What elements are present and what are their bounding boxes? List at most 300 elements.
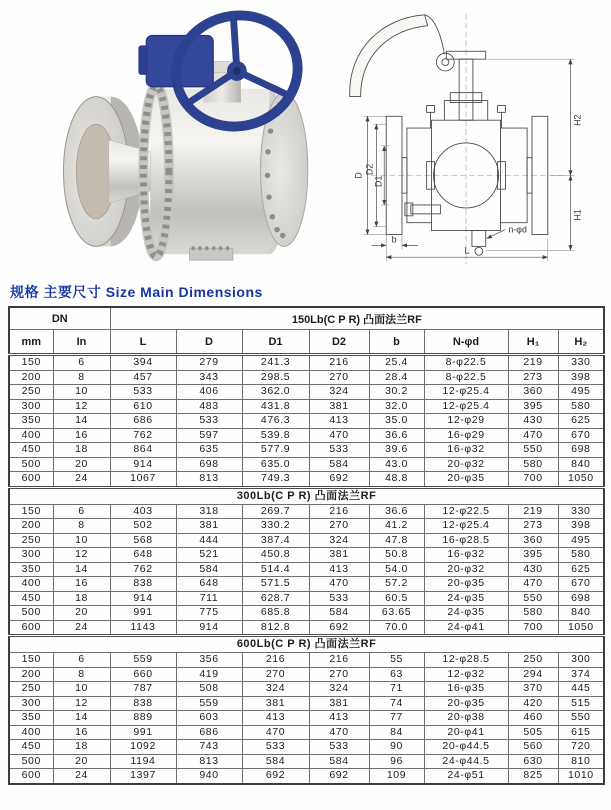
table-cell: 1010: [558, 769, 604, 784]
table-cell: 20-φ35: [424, 696, 508, 711]
table-cell: 41.2: [369, 519, 424, 534]
class-150lb-header: 150Lb(C P R) 凸面法兰RF: [110, 307, 604, 330]
table-cell: 700: [508, 620, 558, 636]
table-cell: 70.0: [369, 620, 424, 636]
table-cell: 370: [508, 682, 558, 697]
table-cell: 96: [369, 754, 424, 769]
table-cell: 20-φ38: [424, 711, 508, 726]
table-cell: 430: [508, 562, 558, 577]
bolt-hole: [270, 214, 276, 220]
table-cell: 698: [558, 443, 604, 458]
table-cell: 615: [558, 725, 604, 740]
valve-dimension-drawing: [326, 2, 609, 270]
table-cell: 10: [53, 385, 110, 400]
table-row: [9, 577, 604, 592]
table-row: [9, 769, 604, 784]
table-cell: 57.2: [369, 577, 424, 592]
table-cell: 600: [9, 620, 53, 636]
table-cell: 6: [53, 653, 110, 668]
dimension-n-phi-d: [487, 225, 527, 239]
table-cell: 48.8: [369, 472, 424, 488]
table-cell: 150: [9, 504, 53, 519]
table-cell: 625: [558, 414, 604, 429]
bolt-hole: [280, 233, 286, 239]
table-cell: 63: [369, 667, 424, 682]
table-cell: 12-φ25.4: [424, 399, 508, 414]
table-cell: 71: [369, 682, 424, 697]
table-cell: 8-φ22.5: [424, 370, 508, 385]
table-cell: 20: [53, 606, 110, 621]
table-cell: 16: [53, 577, 110, 592]
column-header: mm: [9, 330, 53, 355]
table-row: [9, 725, 604, 740]
table-cell: 381: [309, 399, 369, 414]
table-cell: 12-φ32: [424, 667, 508, 682]
table-cell: 813: [176, 754, 242, 769]
table-cell: 559: [176, 696, 242, 711]
table-cell: 10: [53, 533, 110, 548]
table-cell: 350: [9, 414, 53, 429]
table-cell: 568: [110, 533, 176, 548]
table-cell: 762: [110, 428, 176, 443]
left-flange: [63, 97, 150, 247]
table-cell: 294: [508, 667, 558, 682]
fitting-head: [427, 105, 435, 112]
table-row: [9, 682, 604, 697]
table-row: [9, 591, 604, 606]
table-cell: 698: [558, 591, 604, 606]
table-cell: 630: [508, 754, 558, 769]
table-cell: 219: [508, 355, 558, 371]
table-cell: 692: [309, 472, 369, 488]
table-row: [9, 399, 604, 414]
table-cell: 14: [53, 414, 110, 429]
gearbox-cap: [138, 45, 148, 75]
table-cell: 628.7: [242, 591, 309, 606]
table-cell: 12-φ28.5: [424, 653, 508, 668]
section-header: 600Lb(C P R) 凸面法兰RF: [9, 636, 604, 653]
table-cell: 300: [9, 696, 53, 711]
table-cell: 533: [242, 740, 309, 755]
table-cell: 60.5: [369, 591, 424, 606]
section-header: 300Lb(C P R) 凸面法兰RF: [9, 487, 604, 504]
table-cell: 54.0: [369, 562, 424, 577]
table-cell: 28.4: [369, 370, 424, 385]
table-cell: 584: [176, 562, 242, 577]
table-cell: 350: [9, 711, 53, 726]
table-cell: 403: [110, 504, 176, 519]
table-cell: 495: [558, 533, 604, 548]
handle-link: [425, 15, 445, 54]
table-cell: 16-φ35: [424, 682, 508, 697]
table-cell: 395: [508, 399, 558, 414]
table-cell: 775: [176, 606, 242, 621]
table-cell: 1194: [110, 754, 176, 769]
table-cell: 16-φ29: [424, 428, 508, 443]
h2-label: H2: [572, 114, 583, 126]
table-cell: 360: [508, 385, 558, 400]
table-cell: 16: [53, 428, 110, 443]
table-cell: 515: [558, 696, 604, 711]
table-cell: 430: [508, 414, 558, 429]
table-cell: 216: [242, 653, 309, 668]
table-cell: 47.8: [369, 533, 424, 548]
table-cell: 20: [53, 457, 110, 472]
table-cell: 787: [110, 682, 176, 697]
table-cell: 216: [309, 504, 369, 519]
table-cell: 216: [309, 653, 369, 668]
table-cell: 279: [176, 355, 242, 371]
table-cell: 692: [309, 620, 369, 636]
table-row: [9, 519, 604, 534]
table-cell: 720: [558, 740, 604, 755]
table-cell: 991: [110, 606, 176, 621]
table-cell: 330: [558, 504, 604, 519]
table-cell: 374: [558, 667, 604, 682]
table-cell: 812.8: [242, 620, 309, 636]
table-cell: 16-φ32: [424, 548, 508, 563]
table-cell: 18: [53, 591, 110, 606]
table-cell: 273: [508, 519, 558, 534]
h1-label: H1: [572, 209, 583, 221]
table-cell: 470: [508, 428, 558, 443]
drain-bolt: [475, 247, 483, 255]
table-cell: 400: [9, 725, 53, 740]
table-cell: 521: [176, 548, 242, 563]
table-cell: 6: [53, 355, 110, 371]
dn-group-header: DN: [9, 307, 110, 330]
table-row: [9, 754, 604, 769]
table-cell: 550: [508, 443, 558, 458]
table-cell: 24-φ44.5: [424, 754, 508, 769]
table-cell: 300: [9, 548, 53, 563]
n-phi-d-label: n-φd: [508, 224, 527, 235]
table-cell: 533: [176, 414, 242, 429]
bolt-hole: [266, 194, 272, 200]
table-row: [9, 740, 604, 755]
drain-boss: [190, 248, 233, 260]
table-cell: 450: [9, 591, 53, 606]
table-row: [9, 414, 604, 429]
table-cell: 406: [176, 385, 242, 400]
handle-band: [350, 15, 428, 97]
table-cell: 250: [9, 682, 53, 697]
table-cell: 90: [369, 740, 424, 755]
table-cell: 24: [53, 472, 110, 488]
table-cell: 1067: [110, 472, 176, 488]
table-cell: 692: [242, 769, 309, 784]
table-cell: 700: [508, 472, 558, 488]
table-row: [9, 457, 604, 472]
table-cell: 24-φ41: [424, 620, 508, 636]
table-cell: 533: [110, 385, 176, 400]
table-cell: 356: [176, 653, 242, 668]
bolt-hole: [265, 173, 271, 179]
dimension-l: [386, 238, 548, 261]
table-cell: 324: [309, 533, 369, 548]
table-cell: 36.6: [369, 428, 424, 443]
table-row: [9, 533, 604, 548]
dimensions-table: [8, 306, 605, 785]
table-cell: 450: [9, 740, 53, 755]
table-cell: 20-φ44.5: [424, 740, 508, 755]
table-cell: 330.2: [242, 519, 309, 534]
table-cell: 711: [176, 591, 242, 606]
bolt-hole: [268, 128, 274, 134]
table-cell: 889: [110, 711, 176, 726]
table-cell: 395: [508, 548, 558, 563]
table-cell: 431.8: [242, 399, 309, 414]
table-cell: 571.5: [242, 577, 309, 592]
table-cell: 413: [309, 711, 369, 726]
table-cell: 460: [508, 711, 558, 726]
table-cell: 500: [9, 754, 53, 769]
table-cell: 30.2: [369, 385, 424, 400]
table-cell: 398: [558, 519, 604, 534]
table-cell: 444: [176, 533, 242, 548]
table-cell: 381: [176, 519, 242, 534]
table-cell: 14: [53, 711, 110, 726]
table-cell: 12-φ25.4: [424, 519, 508, 534]
table-cell: 324: [309, 682, 369, 697]
table-cell: 749.3: [242, 472, 309, 488]
column-header: D: [176, 330, 242, 355]
table-cell: 200: [9, 519, 53, 534]
column-header: In: [53, 330, 110, 355]
table-row: [9, 562, 604, 577]
table-cell: 450.8: [242, 548, 309, 563]
table-cell: 470: [242, 725, 309, 740]
table-cell: 470: [309, 725, 369, 740]
b-label: b: [391, 234, 397, 245]
table-cell: 584: [309, 754, 369, 769]
table-cell: 12-φ22.5: [424, 504, 508, 519]
table-cell: 470: [309, 428, 369, 443]
table-cell: 250: [9, 385, 53, 400]
table-cell: 584: [309, 457, 369, 472]
table-cell: 109: [369, 769, 424, 784]
table-cell: 20-φ41: [424, 725, 508, 740]
table-cell: 24: [53, 769, 110, 784]
table-row: [9, 504, 604, 519]
table-cell: 560: [508, 740, 558, 755]
table-cell: 603: [176, 711, 242, 726]
table-cell: 381: [242, 696, 309, 711]
table-cell: 20-φ32: [424, 562, 508, 577]
table-cell: 270: [309, 667, 369, 682]
table-row: [9, 620, 604, 636]
table-row: [9, 606, 604, 621]
table-cell: 150: [9, 653, 53, 668]
table-cell: 840: [558, 606, 604, 621]
table-row: [9, 472, 604, 488]
table-cell: 914: [110, 457, 176, 472]
table-cell: 324: [242, 682, 309, 697]
table-cell: 12: [53, 696, 110, 711]
section-header-row: [9, 487, 604, 504]
table-cell: 12-φ25.4: [424, 385, 508, 400]
table-cell: 635: [176, 443, 242, 458]
table-cell: 500: [9, 457, 53, 472]
table-cell: 25.4: [369, 355, 424, 371]
table-cell: 670: [558, 428, 604, 443]
table-cell: 648: [176, 577, 242, 592]
table-cell: 269.7: [242, 504, 309, 519]
table-cell: 270: [242, 667, 309, 682]
table-cell: 6: [53, 504, 110, 519]
table-cell: 533: [309, 443, 369, 458]
table-cell: 813: [176, 472, 242, 488]
table-cell: 470: [508, 577, 558, 592]
table-cell: 36.6: [369, 504, 424, 519]
table-cell: 600: [9, 769, 53, 784]
table-cell: 24-φ51: [424, 769, 508, 784]
table-cell: 20: [53, 754, 110, 769]
table-cell: 914: [176, 620, 242, 636]
dimension-b: [371, 234, 417, 249]
table-cell: 8: [53, 667, 110, 682]
table-cell: 18: [53, 740, 110, 755]
table-cell: 825: [508, 769, 558, 784]
table-cell: 413: [309, 414, 369, 429]
table-cell: 577.9: [242, 443, 309, 458]
table-cell: 24-φ35: [424, 591, 508, 606]
table-cell: 580: [508, 457, 558, 472]
table-cell: 150: [9, 355, 53, 371]
table-cell: 533: [309, 740, 369, 755]
table-cell: 32.0: [369, 399, 424, 414]
table-cell: 500: [9, 606, 53, 621]
table-cell: 450: [9, 443, 53, 458]
table-row: [9, 370, 604, 385]
table-cell: 387.4: [242, 533, 309, 548]
figures-row: [0, 0, 611, 276]
drain-plug: [472, 231, 486, 247]
table-cell: 324: [309, 385, 369, 400]
table-cell: 400: [9, 428, 53, 443]
table-cell: 330: [558, 355, 604, 371]
table-row: [9, 667, 604, 682]
table-cell: 625: [558, 562, 604, 577]
table-cell: 270: [309, 519, 369, 534]
table-cell: 420: [508, 696, 558, 711]
table-cell: 580: [508, 606, 558, 621]
table-cell: 1143: [110, 620, 176, 636]
table-cell: 1050: [558, 620, 604, 636]
table-cell: 55: [369, 653, 424, 668]
column-header: N-φd: [424, 330, 508, 355]
table-cell: 692: [309, 769, 369, 784]
table-cell: 1092: [110, 740, 176, 755]
table-cell: 362.0: [242, 385, 309, 400]
table-cell: 398: [558, 370, 604, 385]
table-cell: 600: [9, 472, 53, 488]
table-cell: 470: [309, 577, 369, 592]
table-cell: 505: [508, 725, 558, 740]
table-cell: 502: [110, 519, 176, 534]
table-cell: 1397: [110, 769, 176, 784]
table-cell: 300: [558, 653, 604, 668]
table-cell: 533: [309, 591, 369, 606]
table-cell: 381: [309, 548, 369, 563]
table-cell: 550: [558, 711, 604, 726]
table-cell: 597: [176, 428, 242, 443]
table-cell: 12: [53, 548, 110, 563]
table-cell: 584: [242, 754, 309, 769]
table-cell: 343: [176, 370, 242, 385]
table-cell: 20-φ35: [424, 472, 508, 488]
table-cell: 394: [110, 355, 176, 371]
table-cell: 219: [508, 504, 558, 519]
table-cell: 63.65: [369, 606, 424, 621]
l-label: L: [464, 245, 470, 256]
table-cell: 413: [309, 562, 369, 577]
table-cell: 610: [110, 399, 176, 414]
table-cell: 250: [508, 653, 558, 668]
table-cell: 43.0: [369, 457, 424, 472]
column-header: b: [369, 330, 424, 355]
table-cell: 400: [9, 577, 53, 592]
table-cell: 14: [53, 562, 110, 577]
table-cell: 550: [508, 591, 558, 606]
table-cell: 445: [558, 682, 604, 697]
table-cell: 77: [369, 711, 424, 726]
table-cell: 660: [110, 667, 176, 682]
table-row: [9, 443, 604, 458]
table-cell: 584: [309, 606, 369, 621]
d1-label: D1: [373, 175, 384, 187]
bolt-hole: [265, 149, 271, 155]
table-cell: 84: [369, 725, 424, 740]
table-cell: 24: [53, 620, 110, 636]
table-cell: 648: [110, 548, 176, 563]
fitting-head: [498, 105, 506, 112]
handle-hub: [436, 53, 454, 71]
table-cell: 635.0: [242, 457, 309, 472]
table-cell: 514.4: [242, 562, 309, 577]
section-header-row: [9, 636, 604, 653]
table-cell: 419: [176, 667, 242, 682]
table-cell: 559: [110, 653, 176, 668]
table-row: [9, 428, 604, 443]
table-cell: 298.5: [242, 370, 309, 385]
table-row: [9, 711, 604, 726]
table-cell: 35.0: [369, 414, 424, 429]
table-body: [9, 355, 604, 784]
table-cell: 580: [558, 548, 604, 563]
table-cell: 864: [110, 443, 176, 458]
table-cell: 270: [309, 370, 369, 385]
table-cell: 39.6: [369, 443, 424, 458]
valve-photo: [0, 2, 326, 270]
table-cell: 24-φ35: [424, 606, 508, 621]
table-row: [9, 696, 604, 711]
table-cell: 914: [110, 591, 176, 606]
stud-bolt: [411, 205, 441, 214]
table-cell: 685.8: [242, 606, 309, 621]
table-cell: 8: [53, 519, 110, 534]
group-header-row: [9, 307, 604, 330]
column-header: L: [110, 330, 176, 355]
table-row: [9, 355, 604, 371]
table-cell: 12-φ29: [424, 414, 508, 429]
table-cell: 216: [309, 355, 369, 371]
table-cell: 12: [53, 399, 110, 414]
table-row: [9, 548, 604, 563]
table-cell: 670: [558, 577, 604, 592]
table-cell: 508: [176, 682, 242, 697]
table-cell: 360: [508, 533, 558, 548]
